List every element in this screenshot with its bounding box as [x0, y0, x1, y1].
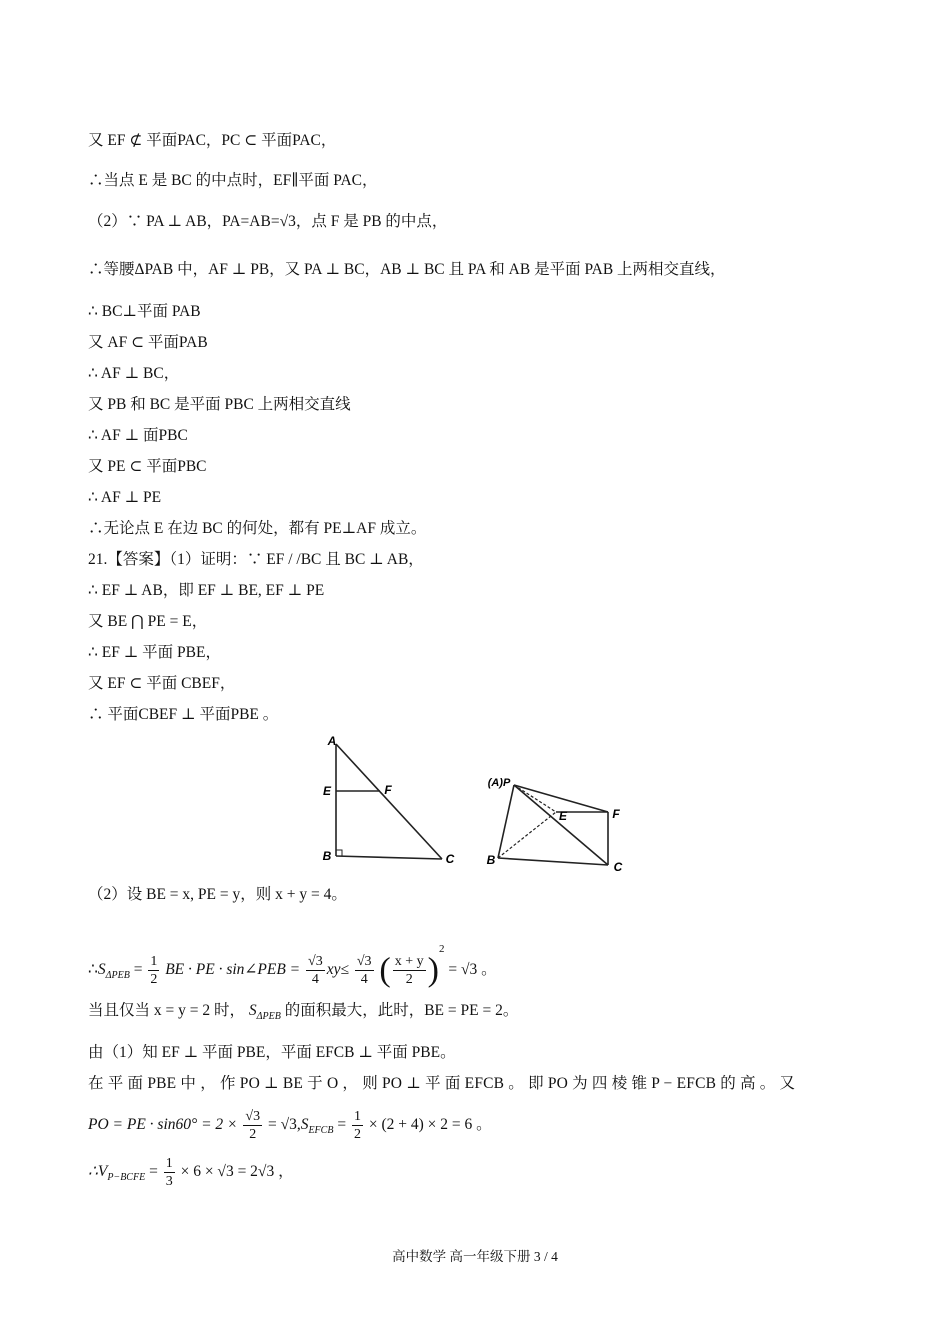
- text-line: 又 AF ⊂ 平面PAB: [88, 334, 208, 351]
- label-F: F: [612, 807, 620, 821]
- fraction: $\frac{√3}{4}$: [308, 953, 323, 987]
- text-line: ∴ BC⊥平面 PAB: [88, 303, 201, 320]
- text-line: ∴ AF ⊥ 面PBC: [88, 427, 188, 444]
- text-line: 又 BE ⋂ PE = E，: [88, 613, 208, 630]
- text-line: 又 PB 和 BC 是平面 PBC 上两相交直线: [88, 396, 351, 413]
- label-E: E: [322, 784, 332, 798]
- text-line: 由（1）知 EF ⊥ 平面 PBE，平面 EFCB ⊥ 平面 PBE。: [88, 1044, 456, 1061]
- formula-area: $\therefore V_{P-BCFE}$ = $\frac{1}{3}$ × 6 × √3 = 2√3 ，: [88, 1155, 294, 1189]
- label-AP: (A)P: [487, 777, 511, 789]
- label-B: B: [322, 849, 332, 863]
- formula-area: PO = PE · sin60° = 2 × $\frac{√3}{2}$ = $√3,S_{EFCB}$ = $\frac{1}{2}$ × (2 + 4) × 2 = 6 。: [88, 1108, 492, 1142]
- text-line: 又 EF ⊄ 平面PAC，PC ⊂ 平面PAC，: [88, 132, 337, 149]
- fraction: $\frac{1}{2}$: [150, 953, 158, 987]
- figure-pyramid: [484, 772, 634, 877]
- label-C: C: [613, 860, 623, 874]
- text-line: ∴当点 E 是 BC 的中点时，EF∥平面 PAC，: [88, 172, 378, 189]
- text-line: （2）设 BE = x, PE = y，则 x + y = 4。: [88, 886, 347, 903]
- label-F: F: [384, 783, 392, 797]
- label-A: A: [327, 734, 337, 748]
- text-line: 又 PE ⊂ 平面PBC: [88, 458, 207, 475]
- figure-triangle: [318, 732, 468, 872]
- text-line: （2）∵ PA ⊥ AB，PA=AB=√3，点 F 是 PB 的中点，: [88, 213, 448, 230]
- fraction: $\frac{√3}{2}$: [245, 1108, 261, 1142]
- text-line: 又 EF ⊂ 平面 CBEF，: [88, 675, 236, 692]
- text-line: 在 平 面 PBE 中 ， 作 PO ⊥ BE 于 O ， 则 PO ⊥ 平 面 EFCB 。 即 PO 为 四 棱 锥 P − EFCB 的 高 。 又: [88, 1075, 796, 1092]
- text-line: 当且仅当 x = y = 2 时， $S_{\Delta PEB}$ 的面积最大，此时，BE = PE = 2。: [88, 1002, 519, 1022]
- page-footer: 高中数学 高一年级下册 3 / 4: [392, 1249, 558, 1264]
- label-B: B: [486, 853, 496, 867]
- label-C: C: [445, 852, 455, 866]
- text-line: ∴等腰ΔPAB 中，AF ⊥ PB，又 PA ⊥ BC，AB ⊥ BC 且 PA 和 AB 是平面 PAB 上两相交直线，: [88, 261, 726, 278]
- fraction: $\frac{1}{2}$: [353, 1108, 361, 1142]
- text-line: ∴ AF ⊥ PE: [88, 489, 162, 506]
- formula-area: $\therefore S_{\Delta PEB}$ = $\frac{1}{2}$ BE · PE · sin∠PEB = $\frac{√3}{4}$ xy≤ $\frac{√3}{4}$ ( $\frac{x + y}{2}$ )$^2$ = √3 。: [88, 943, 497, 989]
- text-line: 21.【答案】（1）证明：∵ EF / /BC 且 BC ⊥ AB，: [88, 551, 424, 568]
- text-line: ∴ EF ⊥ AB，即 EF ⊥ BE, EF ⊥ PE: [88, 582, 325, 599]
- text-line: ∴ 平面CBEF ⊥ 平面PBE 。: [88, 706, 279, 723]
- therefore-sign: ∴: [88, 961, 98, 978]
- fraction: $\frac{1}{3}$: [165, 1155, 173, 1189]
- text-line: ∴无论点 E 在边 BC 的何处，都有 PE⊥AF 成立。: [88, 520, 427, 537]
- text-line: ∴ AF ⊥ BC，: [88, 365, 180, 382]
- fraction: $\frac{x + y}{2}$: [394, 953, 424, 987]
- fraction: $\frac{√3}{4}$: [356, 953, 372, 987]
- label-E: E: [558, 809, 568, 823]
- text-line: ∴ EF ⊥ 平面 PBE，: [88, 644, 221, 661]
